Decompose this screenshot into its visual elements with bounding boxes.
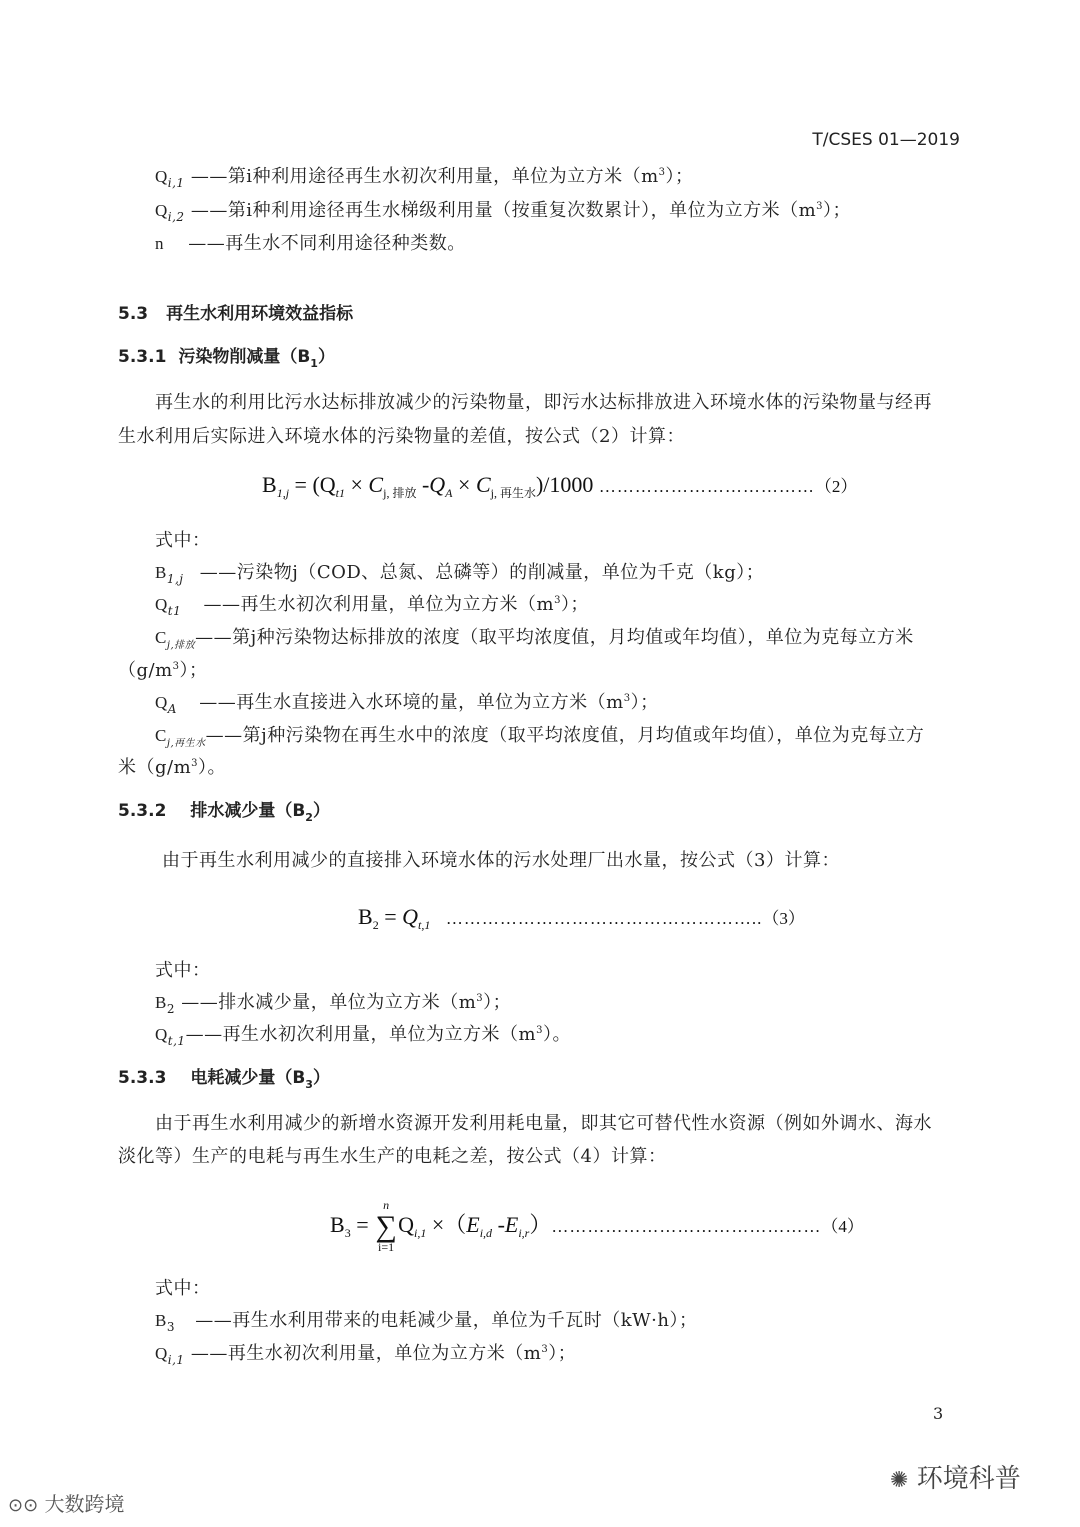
wechat-icon: ✺ [890,1468,909,1493]
def-qi1-b3: $Q_{i,1}$ ——再生水初次利用量，单位为立方米$(m^3)$； [155,1343,577,1367]
section-5-3-2-para: 由于再生水利用减少的直接排入环境水体的污水处理厂出水量，按公式（3）计算： [162,850,840,871]
standard-code: T/CSES 01—2019 [812,130,960,150]
section-5-3-heading: 5.3 再生水利用环境效益指标 [118,304,354,324]
def-qt1: $Q_{t1}$ ——再生水初次利用量，单位为立方米$(m^3)$； [155,594,589,618]
def-qi1: $Q_{i,1}$ ——第i种利用途径再生水初次利用量，单位为立方米$(m^3)$； [155,166,694,190]
def-cj-discharge-cont: $(g/m^3)$； [118,660,208,681]
formula-2: $B_{1,j} = (Q_{t1} \times C_{j, 排放}$ $-Q_A \times C_{j, 再生水})/1000$ ………………………………（2） [262,472,858,500]
page-number: 3 [933,1404,944,1423]
def-b2: $B_2$ ——排水减少量，单位为立方米$(m^3)$； [155,992,512,1016]
formula-4: $B_3$ = n ∑ i=1 $Q_{i,1} \times(E_{i,d}$ $-E_{i,r})\dots\dots\dots\dots\dots\dots\dots\dots\dots\dots\dots\dots\dots\dots\dots(4)$ [330,1197,864,1254]
where-label-3: 式中： [155,960,211,981]
def-n: n ——再生水不同利用途径种类数。 [155,233,466,254]
watermark-left: ⊙⊙ 大数跨境 [8,1492,125,1516]
def-cj-reclaimed: $C_{j,再生水}——$第j种污染物在再生水中的浓度（取平均浓度值，月均值或年均值），单位为克每立方 [155,725,925,749]
section-5-3-1-para-1: 再生水的利用比污水达标排放减少的污染物量，即污水达标排放进入环境水体的污染物量与经再 [155,392,932,413]
section-5-3-3-para-2: 淡化等）生产的电耗与再生水生产的电耗之差，按公式（4）计算： [118,1146,667,1167]
where-label-2: 式中： [155,530,211,551]
link-icon: ⊙⊙ [8,1495,39,1516]
section-5-3-1-heading: 5.3.1 污染物削减量$(B_1)$ [118,347,335,370]
def-b1j: $B_{1,j}$ ——污染物j（COD、总氮、总磷等）的削减量，单位为千克（kg）； [155,562,765,586]
def-cj-discharge: $C_{j,排放}——$第j种污染物达标排放的浓度（取平均浓度值，月均值或年均值），单位为克每立方米 [155,627,914,651]
section-5-3-3-para-1: 由于再生水利用减少的新增水资源开发利用耗电量，即其它可替代性水资源（例如外调水、海水 [155,1113,932,1134]
def-qt1-b2: $Q_{t,1}——$再生水初次利用量，单位为立方米$(m^3)$。 [155,1024,572,1048]
def-cj-reclaimed-cont: 米$(g/m^3)$。 [118,757,227,778]
section-5-3-1-para-2: 生水利用后实际进入环境水体的污染物量的差值，按公式（2）计算： [118,426,685,447]
formula-3: $B_2 = Q_{t,1}$ ……………………………………………..（3） [358,904,805,932]
where-label-4: 式中： [155,1278,211,1299]
def-qi2: $Q_{i,2}$ ——第i种利用途径再生水梯级利用量（按重复次数累计），单位为立方米$(m^3)$； [155,200,852,224]
summation-symbol: n ∑ i=1 [375,1197,397,1254]
section-5-3-3-heading: 5.3.3 电耗减少量$(B_3)$ [118,1068,330,1091]
section-5-3-2-heading: 5.3.2 排水减少量$(B_2)$ [118,801,330,824]
def-b3: $B_3$ ——再生水利用带来的电耗减少量，单位为千瓦时（kW·h）； [155,1310,698,1334]
def-qa: $Q_A$ ——再生水直接进入水环境的量，单位为立方米$(m^3)$； [155,692,659,716]
watermark-right: ✺ 环境科普 [890,1464,1021,1494]
